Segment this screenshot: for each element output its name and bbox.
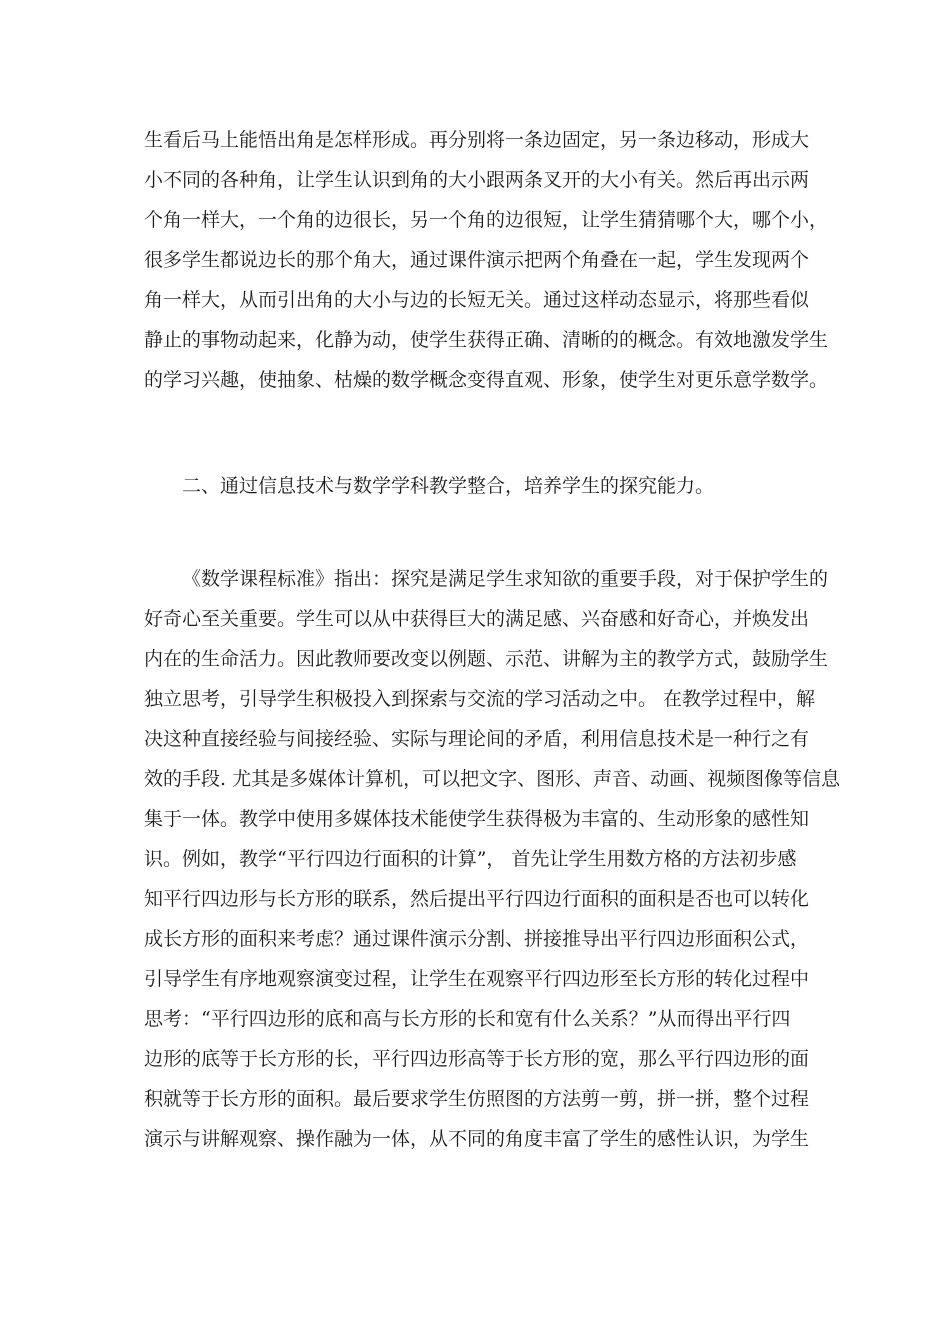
paragraph-2-line: 引导学生有序地观察演变过程，让学生在观察平行四边形至长方形的转化过程中 [144, 968, 810, 990]
paragraph-1-line: 很多学生都说边长的那个角大，通过课件演示把两个角叠在一起，学生发现两个 [144, 249, 810, 271]
paragraph-2-line: 边形的底等于长方形的长，平行四边形高等于长方形的宽，那么平行四边形的面 [144, 1048, 810, 1070]
paragraph-2-line: 决这种直接经验与间接经验、实际与理论间的矛盾，利用信息技术是一种行之有 [144, 728, 810, 750]
paragraph-2-line: 识。例如，教学“平行四边行面积的计算”， 首先让学生用数方格的方法初步感 [144, 848, 797, 870]
paragraph-2-line: 内在的生命活力。因此教师要改变以例题、示范、讲解为主的教学方式，鼓励学生 [144, 648, 829, 670]
paragraph-2-line: 独立思考，引导学生积极投入到探索与交流的学习活动之中。 在教学过程中，解 [144, 688, 816, 710]
paragraph-2-line: 集于一体。教学中使用多媒体技术能使学生获得极为丰富的、生动形象的感性知 [144, 808, 810, 830]
paragraph-1-line: 个角一样大，一个角的边很长，另一个角的边很短，让学生猜猜哪个大，哪个小， [144, 209, 829, 231]
paragraph-1-line: 静止的事物动起来，化静为动，使学生获得正确、清晰的的概念。有效地激发学生 [144, 329, 829, 351]
paragraph-2-line: 成长方形的面积来考虑？通过课件演示分割、拼接推导出平行四边形面积公式， [144, 928, 810, 950]
paragraph-2-line: 好奇心至关重要。学生可以从中获得巨大的满足感、兴奋感和好奇心，并焕发出 [144, 608, 810, 630]
paragraph-1-line: 角一样大，从而引出角的大小与边的长短无关。通过这样动态显示，将那些看似 [144, 289, 810, 311]
paragraph-2-line: 知平行四边形与长方形的联系，然后提出平行四边行面积的面积是否也可以转化 [144, 888, 810, 910]
paragraph-2-line: 积就等于长方形的面积。最后要求学生仿照图的方法剪一剪，拼一拼，整个过程 [144, 1088, 810, 1110]
paragraph-2-line: 思考：“平行四边形的底和高与长方形的长和宽有什么关系？”从而得出平行四 [144, 1008, 791, 1030]
paragraph-2-line: 效的手段. 尤其是多媒体计算机，可以把文字、图形、声音、动画、视频图像等信息 [144, 768, 841, 790]
paragraph-2-line: 演示与讲解观察、操作融为一体，从不同的角度丰富了学生的感性认识，为学生 [144, 1128, 810, 1150]
section-heading: 二、通过信息技术与数学学科教学整合，培养学生的探究能力。 [182, 475, 715, 497]
paragraph-2-line: 《数学课程标准》指出：探究是满足学生求知欲的重要手段，对于保护学生的 [182, 568, 829, 590]
paragraph-1-line: 生看后马上能悟出角是怎样形成。再分别将一条边固定，另一条边移动，形成大 [144, 129, 810, 151]
paragraph-1-line: 小不同的各种角，让学生认识到角的大小跟两条叉开的大小有关。然后再出示两 [144, 169, 810, 191]
paragraph-1-line: 的学习兴趣，使抽象、枯燥的数学概念变得直观、形象，使学生对更乐意学数学。 [144, 369, 829, 391]
